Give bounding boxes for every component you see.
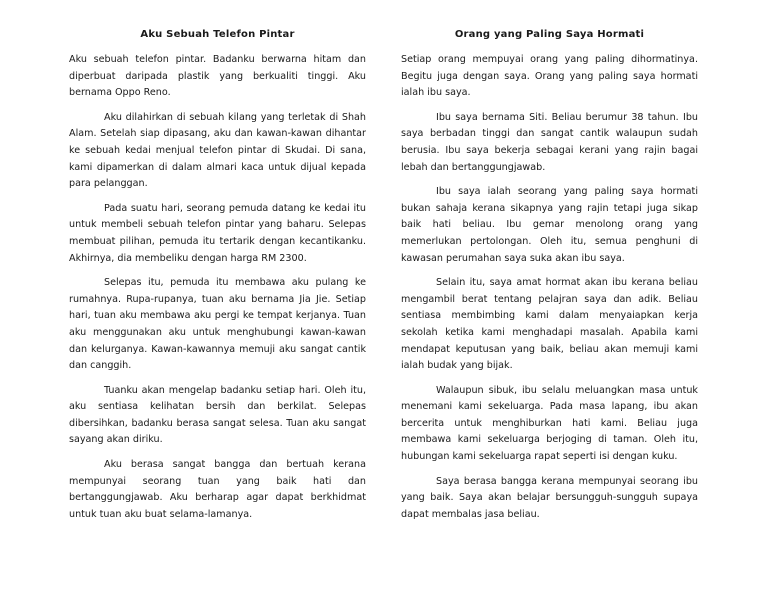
right-paragraph: Ibu saya ialah seorang yang paling saya hormati bukan sahaja kerana sikapnya yang rajin tetapi juga sikap baik hati beliau. Ibu gemar menolong orang yang memerlukan pertolongan. Oleh itu, semua penghuni di kawasan perumahan saya suka akan ibu saya. (401, 186, 698, 264)
right-paragraph: Selain itu, saya amat hormat akan ibu kerana beliau mengambil berat tentang pelajran saya dan adik. Beliau sentiasa membimbing kami dalam menyaiapkan kerja sekolah ketika kami menghadapi masalah. Apabila kami mendapat keputusan yang baik, beliau akan memuji kami ialah budak yang bijak. (401, 277, 698, 372)
left-paragraph: Aku sebuah telefon pintar. Badanku berwarna hitam dan diperbuat daripada plastik yang berkualiti tinggi. Aku bernama Oppo Reno. (69, 54, 366, 99)
right-article-title: Orang yang Paling Saya Hormati (454, 29, 645, 40)
right-paragraph: Walaupun sibuk, ibu selalu meluangkan masa untuk menemani kami sekeluarga. Pada masa lapang, ibu akan bercerita untuk menghiburkan hati kami. Beliau juga membawa kami sekeluarga berjoging di taman. Oleh itu, hubungan kami sekeluarga rapat seperti isi dengan kuku. (401, 384, 698, 463)
right-paragraph: Saya berasa bangga kerana mempunyai seorang ibu yang baik. Saya akan belajar bersungguh-sungguh supaya dapat membalas jasa beliau. (401, 475, 698, 520)
left-article-title: Aku Sebuah Telefon Pintar (140, 29, 295, 40)
left-paragraph: Pada suatu hari, seorang pemuda datang ke kedai itu untuk membeli sebuah telefon pintar yang baharu. Selepas membuat pilihan, pemuda itu tertarik dengan kecantikanku. Akhirnya, dia membeliku dengan harga RM 2300. (69, 202, 366, 264)
right-article (401, 28, 698, 531)
left-paragraph: Tuanku akan mengelap badanku setiap hari. Oleh itu, aku sentiasa kelihatan bersih dan berkilat. Selepas dibersihkan, badanku berasa sangat selesa. Tuan aku sangat sayang akan diriku. (69, 384, 366, 446)
right-paragraph: Setiap orang mempuyai orang yang paling dihormatinya. Begitu juga dengan saya. Orang yang paling saya hormati ialah ibu saya. (401, 54, 698, 99)
left-paragraph: Aku berasa sangat bangga dan bertuah kerana mempunyai seorang tuan yang baik hati dan bertanggungjawab. Aku berharap agar dapat berkhidmat untuk tuan aku buat selama-lamanya. (69, 459, 366, 520)
left-paragraph: Selepas itu, pemuda itu membawa aku pulang ke rumahnya. Rupa-rupanya, tuan aku bernama Jia Jie. Setiap hari, tuan aku membawa aku pergi ke tempat kerjanya. Tuan aku menggunakan aku untuk menghubungi kawan-kawan dan kelurganya. Kawan-kawannya memuji aku sangat cantik dan canggih. (69, 277, 366, 372)
left-paragraph: Aku dilahirkan di sebuah kilang yang terletak di Shah Alam. Setelah siap dipasang, aku dan kawan-kawan dihantar ke sebuah kedai menjual telefon pintar di Skudai. Di sana, kami dipamerkan di dalam almari kaca untuk dijual kepada para pelanggan. (69, 111, 366, 190)
left-article (69, 28, 366, 531)
right-paragraph: Ibu saya bernama Siti. Beliau berumur 38 tahun. Ibu saya berbadan tinggi dan sangat cantik walaupun sudah berusia. Ibu saya bekerja sebagai kerani yang rajin bagai lebah dan bertanggungjawab. (401, 111, 698, 173)
